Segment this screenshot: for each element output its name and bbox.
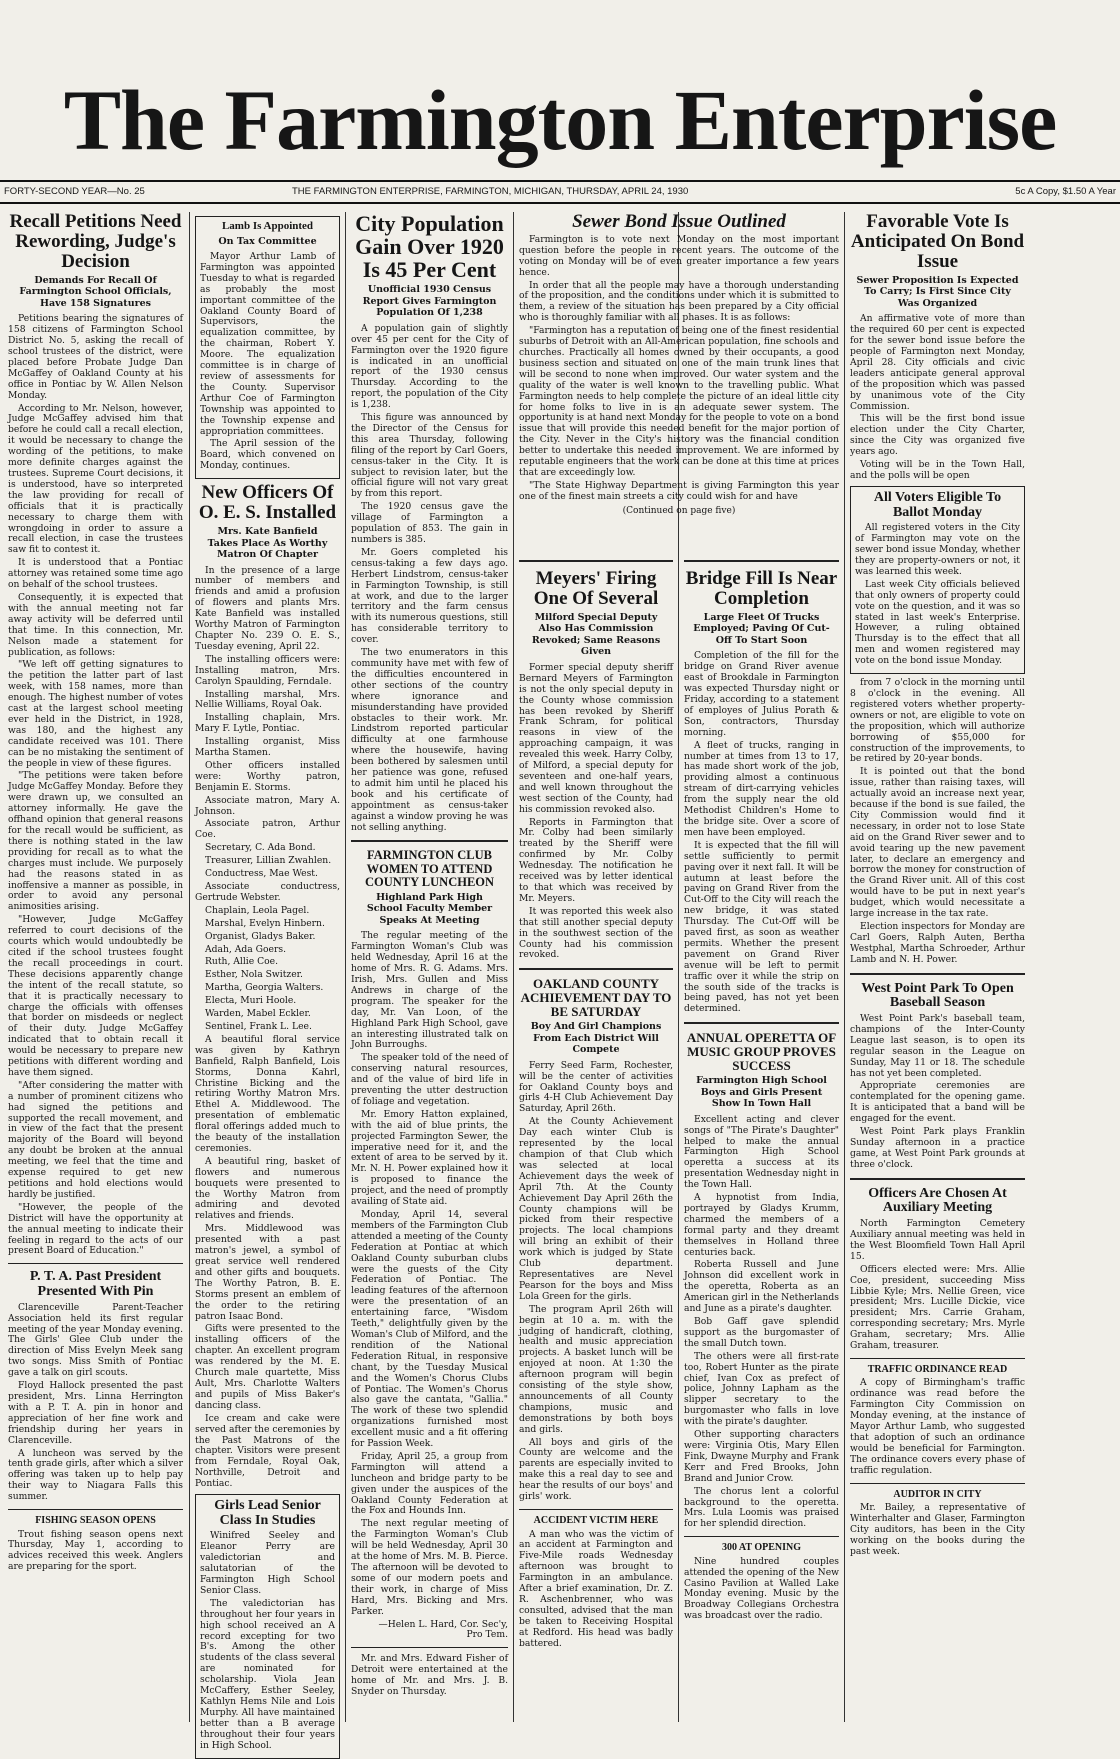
article-paragraph: This figure was announced by the Director of the Census for this area Thursday, following filing of the report by Carl Goers, census-taker in the City. It is subject to revision later, but the official figure will not vary great by from this report. <box>351 412 508 500</box>
article-paragraph: Winifred Seeley and Eleanor Perry are valedictorian and salutatorian of the Farmington High School Senior Class. <box>200 1530 335 1596</box>
headline: ANNUAL OPERETTA OF MUSIC GROUP PROVES SUCCESS <box>686 1030 837 1073</box>
headline: 300 AT OPENING <box>721 1542 802 1554</box>
article-paragraph: Installing marshal, Mrs. Nellie Williams, Royal Oak. <box>195 688 340 711</box>
subheadline: Highland Park High School Faculty Member Speaks At Meeting <box>366 891 493 926</box>
divider <box>519 560 673 562</box>
issue-date-line: THE FARMINGTON ENTERPRISE, FARMINGTON, MICHIGAN, THURSDAY, APRIL 24, 1930 <box>292 186 689 197</box>
article-paragraph: "However, Judge McGaffey referred to court decisions of the courts which would undoubtedly be cited if the school trustees fought the recall proceedings in court. These decisions apparently change the intent of the recall statute, so that it is practically necessary to charge the officials with offenses that border on misdeeds or neglect of their duty. Judge McGaffey indicated that to obtain recall it would be necessary to prepare new petitions with different wording and have them signed. <box>8 914 183 1078</box>
column-1 <box>8 212 183 1722</box>
column-3 <box>351 212 508 1722</box>
article-paragraph: Floyd Hallock presented the past president, Mrs. Linna Herrington with a P. T. A. pin in honor and appreciation of her fine work and friendship during her years in Clarenceville. <box>8 1380 183 1446</box>
article-paragraph: According to Mr. Nelson, however, Judge McGaffey advised him that before he could call a recall election, it would be necessary to change the wording of the petitions, to make more definite charges against the trustees. Supreme Court decisions, it is understood, have so interpreted the law providing for recall of officials that it is practically necessary to charge them with wrongdoing in order to assure a recall election, in case the trustees saw fit to contest it. <box>8 402 183 556</box>
article-paragraph: Warden, Mabel Eckler. <box>205 1008 311 1020</box>
subheadline: On Tax Committee <box>218 235 317 247</box>
article-paragraph: This will be the first bond issue election under the City Charter, since the City was organized five years ago. <box>850 413 1025 458</box>
headline: City Population Gain Over 1920 Is 45 Per Cent <box>355 211 504 283</box>
article-paragraph: Associate matron, Mary A. Johnson. <box>195 794 340 817</box>
divider <box>519 968 673 970</box>
article-paragraph: A beautiful ring, basket of flowers and numerous bouquets were presented to the Worthy Matron from admiring and devoted relatives and friends. <box>195 1155 340 1222</box>
article-paragraph: Officers elected were: Mrs. Allie Coe, president, succeeding Miss Libbie Kyle; Mrs. Nellie Green, vice president; Mrs. Lucille Dickie, vice president; Mrs. Carrie Graham, corresponding secretary; Mrs. Myrle Graham, secretary; Mrs. Allie Graham, treasurer. <box>850 1263 1025 1352</box>
article-paragraph: The April session of the Board, which convened on Monday, continues. <box>200 438 335 472</box>
article-paragraph: "We left off getting signatures to the petition the latter part of last week, with 158 names, more than enough. The highest number of votes cast at the largest school meeting ever held in the District, in 1928, was 180, and the highest any candidate received was 101. There can be no mistaking the sentiment of the people in view of these figures. <box>8 659 183 769</box>
subheadline: Farmington High School Boys and Girls Present Show In Town Hall <box>696 1075 827 1110</box>
article-paragraph: Voting will be in the Town Hall, and the polls will be open <box>850 459 1025 481</box>
article-paragraph: A beautiful floral service was given by Kathryn Banfield, Ralph Banfield, Lois Storms, Donna Kahrl, Christine Bicking and the retiring Worthy Matron Mrs. Ethel A. Middlewood. The presentation of emblematic floral offerings added much to the beauty of the installation ceremonies. <box>195 1033 340 1154</box>
article-paragraph: A luncheon was served by the tenth grade girls, after which a silver offering was taken up to help pay their way to Niagara Falls this summer. <box>8 1447 183 1503</box>
headline: Sewer Bond Issue Outlined <box>572 211 786 232</box>
dateline-bar <box>0 180 1120 204</box>
article-paragraph: All registered voters in the City of Farmington may vote on the sewer bond issue Monday, whether they are property-owners or not, it was learned this week. <box>855 522 1020 577</box>
article-paragraph: "Farmington has a reputation of being one of the finest residential suburbs of Detroit with an All-American population, fine schools and churches. Practically all homes owned by their occupants, a good business section and situated on one of the main trunk lines that will be second to none when improved. Our water system and the quality of the water is well known to the travelling public. What Farmington needs to help complete the picture of an ideal little city for home folks to live in is an adequate sewer system. The opportunity is at hand next Monday for the people to vote on a bond issue that will provide this needed benefit for the major portion of the City. Never in the City's history was the financial condition better to undertake this needed improvement. We are informed by reputable engineers that the work can be done at this time at prices that are exceedingly low. <box>519 325 839 478</box>
article-paragraph: "The petitions were taken before Judge McGaffey Monday. Before they were drawn up, we consulted an attorney informally. He gave the offhand opinion that general reasons for the recall would be sufficient, as there is nothing stated in the law providing for recall as to what the charges must include. We purposely had the reasons stated in as inoffensive a manner as possible, in order to avoid any personal animosities arising. <box>8 770 183 913</box>
divider <box>684 560 839 562</box>
article-paragraph: Former special deputy sheriff Bernard Meyers of Farmington is not the only special deputy in the County whose commission has been revoked by Sheriff Frank Schram, for political reasons in view of the approaching campaign, it was revealed this week. Harry Colby, of Milford, a special deputy for seventeen and one-half years, and well known throughout the west section of the County, had his commission revoked also. <box>519 661 673 815</box>
article-paragraph: Trout fishing season opens next Thursday, May 1, according to advices received this week. Anglers are preparing for the sport. <box>8 1528 183 1573</box>
article-paragraph: A copy of Birmingham's traffic ordinance was read before the Farmington City Commission on Monday evening, at the instance of Mayor Arthur Lamb, who suggested that adoption of such an ordinance would be beneficial for Farmington. The ordinance covers every phase of traffic regulation. <box>850 1377 1025 1476</box>
column-4 <box>519 560 673 1720</box>
article-paragraph: Other officers installed were: Worthy patron, Benjamin E. Storms. <box>195 759 340 793</box>
article-paragraph: It is understood that a Pontiac attorney was retained some time ago on behalf of the school trustees. <box>8 557 183 591</box>
article-paragraph: Associate conductress, Gertrude Webster. <box>195 881 340 903</box>
article-paragraph: Gifts were presented to the installing officers of the chapter. An excellent program was rendered by the M. E. Church male quartette, Miss Ault, Mrs. Charlotte Walters and pupils of Miss Baker's dancing class. <box>195 1323 340 1411</box>
divider <box>351 1647 508 1648</box>
headline: Lamb Is Appointed <box>221 220 314 232</box>
divider <box>519 1509 673 1510</box>
article-paragraph: The chorus lent a colorful background to the operetta. Mrs. Lula Loomis was praised for her splendid direction. <box>684 1485 839 1530</box>
article-paragraph: A man who was the victim of an accident at Farmington and Five-Mile roads Wednesday afternoon was brought to Farmington in an ambulance. After a brief examination, Dr. Z. R. Aschenbrenner, who was consulted, advised that the man be taken to Receiving Hospital at Redford. His head was badly battered. <box>519 1528 673 1649</box>
sewer-article <box>519 211 839 516</box>
column-rule <box>189 212 190 1722</box>
article-paragraph: West Point Park's baseball team, champions of the Inter-County League last season, is to open its regular season in the League on Sunday, May 11 or 18. The schedule has not yet been completed. <box>850 1013 1025 1079</box>
subheadline: Large Fleet Of Trucks Employed; Paving Of Cut-Off To Start Soon <box>693 611 830 646</box>
headline: FISHING SEASON OPENS <box>35 1515 156 1527</box>
article-paragraph: Installing chaplain, Mrs. Mary F. Lytle, Pontiac. <box>195 712 340 735</box>
article-paragraph: Petitions bearing the signatures of 158 citizens of Farmington School District No. 5, asking the recall of school trustees of the district, were placed before Probate Judge Dan McGaffey of Oakland County at his office in Pontiac by W. Allen Nelson Monday. <box>8 313 183 401</box>
article-paragraph: Sentinel, Frank L. Lee. <box>205 1020 312 1032</box>
article-paragraph: Martha, Georgia Walters. <box>205 982 324 994</box>
article-paragraph: Ice cream and cake were served after the ceremonies by the Past Matrons of the chapter. Visitors were present from Ferndale, Royal Oak, Northville, Detroit and Pontiac. <box>195 1412 340 1490</box>
article-paragraph: from 7 o'clock in the morning until 8 o'clock in the evening. All registered voters whether property-owners or not, are eligible to vote on the proposition, which will authorize borrowing of $55,000 for construction of the improvements, to be retired by 20-year bonds. <box>850 677 1025 765</box>
headline: Favorable Vote Is Anticipated On Bond Issue <box>850 211 1025 272</box>
article-paragraph: Mrs. Middlewood was presented with a past matron's jewel, a symbol of great service well rendered and other gifts and bouquets. The Worthy Patron, B. E. Storms present an emblem of the order to the retiring patron Isaac Bond. <box>195 1223 340 1322</box>
article-paragraph: An affirmative vote of more than the required 60 per cent is expected for the sewer bond issue before the people of Farmington next Monday, April 28. City officials and civic leaders anticipate general approval of the proposition which was passed by unanimous vote of the City Commission. <box>850 313 1025 412</box>
article-paragraph: Bob Gaff gave splendid support as the burgomaster of the small Dutch town. <box>684 1316 839 1349</box>
article-paragraph: Friday, April 25, a group from Farmington will attend a luncheon and bridge party to be given under the auspices of the Oakland County Federation at the Fox and Hounds Inn. <box>351 1450 508 1517</box>
article-paragraph: North Farmington Cemetery Auxiliary annual meeting was held in the West Bloomfield Town Hall April 15. <box>850 1218 1025 1262</box>
article-paragraph: "However, the people of the District will have the opportunity at the annual meeting to indicate their feeling in regard to the acts of our present Board of Education." <box>8 1201 183 1257</box>
headline: FARMINGTON CLUB WOMEN TO ATTEND COUNTY LUNCHEON <box>364 848 495 889</box>
divider <box>8 1263 183 1264</box>
divider <box>684 1022 839 1024</box>
article-paragraph: It is expected that the fill will settle sufficiently to permit paving over it next fall. It will be autumn at least before the paving on Grand River from the Cut-Off to the City will reach the new bridge, it was stated Thursday. The Cut-Off will be paved first, as soon as weather permits. Whether the present pavement on Grand River avenue will be left to permit traffic over it while the strip on the south side of the tracks is being paved, has not yet been determined. <box>684 839 839 1015</box>
news-box <box>850 486 1025 674</box>
article-paragraph: The valedictorian has throughout her four years in high school received an A record excepting for two B's. Among the other students of the class several are nominated for scholarship. Viola Jean McCaffery, Esther Seeley, Kathlyn Hems Nile and Lois Murphy. All have maintained better than a B average throughout their four years in High School. <box>200 1597 335 1751</box>
column-2 <box>195 212 340 1751</box>
bond-vote-article <box>850 212 1025 1558</box>
article-paragraph: Excellent acting and clever songs of "The Pirate's Daughter" helped to make the annual Farmington High School operetta a success at its presentation Wednesday night in the Town Hall. <box>684 1113 839 1191</box>
headline: Bridge Fill Is Near Completion <box>685 568 838 609</box>
article-paragraph: Election inspectors for Monday are Carl Goers, Ralph Auten, Bertha Westphal, Martha Schroeder, Arthur Lamb and N. H. Power. <box>850 921 1025 965</box>
article-paragraph: Mayor Arthur Lamb of Farmington was appointed Tuesday to what is regarded as probably the most important committee of the Oakland County Board of Supervisors, the equalization committee, by the chairman, Robert Y. Moore. The equalization committee is in charge of review of assessments for the County. Supervisor Arthur Coe of Farmington Township was appointed to the Township expense and appropriation committees. <box>200 251 335 437</box>
article-paragraph: The two enumerators in this community have met with few of the difficulties encountered in other sections of the country where ignorance and misunderstanding have provided obstacles to their work. Mr. Lindstrom reported particular difficulty at one farmhouse where the housewife, having been bothered by salesmen until her patience was gone, refused to admit him until he placed his book and his certificate of appointment as census-taker against a window proving he was not selling anything. <box>351 647 508 833</box>
masthead-title: The Farmington Enterprise <box>63 72 1057 168</box>
headline: AUDITOR IN CITY <box>893 1488 982 1500</box>
article-paragraph: Clarenceville Parent-Teacher Association held its first regular meeting of the year Monday evening. The Girls' Glee Club under the direction of Miss Evelyn Meek sang two songs. Miss Smith of Pontiac gave a talk on girl scouts. <box>8 1301 183 1379</box>
subheadline: Milford Special Deputy Also Has Commission Revoked; Same Reasons Given <box>531 611 661 658</box>
article-paragraph: Conductress, Mae West. <box>205 868 318 880</box>
divider <box>684 1536 839 1537</box>
article-paragraph: Esther, Nola Switzer. <box>205 969 303 981</box>
article-paragraph: Completion of the fill for the bridge on Grand River avenue east of Brookdale in Farmington was expected Thursday night or Friday, according to a statement of employes of Julius Porath & Son, contractors, Thursday morning. <box>684 650 839 738</box>
divider <box>850 1178 1025 1180</box>
article-paragraph: Adah, Ada Goers. <box>205 943 287 955</box>
article-paragraph: Ferry Seed Farm, Rochester, will be the center of activities for Oakland County boys and girls 4-H Club Achievement Day Saturday, April 26th. <box>519 1059 673 1115</box>
article-paragraph: Mr. Goers completed his census-taking a few days ago. Herbert Lindstrom, census-taker in Farmington Township, is still at work, and due to the larger territory and the farm census with its numerous questions, still has considerable territory to cover. <box>351 546 508 646</box>
news-box <box>195 1494 340 1759</box>
article-paragraph: Installing organist, Miss Martha Stamen. <box>195 736 340 759</box>
article-paragraph: In order that all the people may have a thorough understanding of the proposition, and the conditions under which it is submitted to them, a review of the situation has been prepared by a City official who is thoroughly familiar with all phases. It is as follows: <box>519 279 839 324</box>
headline: West Point Park To Open Baseball Season <box>861 980 1014 1011</box>
subheadline: Mrs. Kate Banfield Takes Place As Worthy Matron Of Chapter <box>207 526 328 561</box>
subheadline: Sewer Proposition Is Expected To Carry; Is First Since City Was Organized <box>856 274 1019 309</box>
article-paragraph: In the presence of a large number of members and friends and amid a profusion of flowers and plants Mrs. Kate Banfield was installed Worthy Matron of Farmington Chapter No. 239 O. E. S., Tuesday evening, April 22. <box>195 564 340 652</box>
article-paragraph: The next regular meeting of the Farmington Woman's Club will be held Wednesday, April 30 at the home of Mrs. M. B. Pierce. The afternoon will be devoted to some of our modern poets and their work, in charge of Miss Hard, Mrs. Bicking and Mrs. Parker. <box>351 1518 508 1617</box>
article-paragraph: The others were all first-rate too, Robert Hunter as the pirate chief, Ivan Cox as prefect of police, Johnny Lapham as the slipper secretary to the burgomaster who falls in love with the pirate's daughter. <box>684 1350 839 1428</box>
divider <box>850 973 1025 975</box>
column-rule <box>844 212 845 1722</box>
volume-number: FORTY-SECOND YEAR—No. 25 <box>4 186 145 197</box>
article-paragraph: Appropriate ceremonies are contemplated for the opening game. It is anticipated that a band will be engaged for the event. <box>850 1080 1025 1125</box>
divider <box>351 840 508 842</box>
price-info: 5c A Copy, $1.50 A Year <box>1015 186 1116 197</box>
article-paragraph: It is pointed out that the bond issue, rather than raising taxes, will actually avoid an increase next year, because if the bond is sue failed, the City Commission would find it necessary, in order not to lose State aid on the Grand River sewer and to avoid tearing up the new pavement later, to declare an emergency and borrow the money for construction of the Grand River unit. All of this cost would have to be put in next year's budget, which would necessitate a large increase in the tax rate. <box>850 766 1025 920</box>
article-paragraph: The program April 26th will begin at 10 a. m. with the judging of handicraft, clothing, health and music appreciation projects. A basket lunch will be enjoyed at noon. At 1:30 the afternoon program will begin consisting of the style show, announcements of all County champions, music and demonstrations by both boys and girls. <box>519 1303 673 1435</box>
headline: New Officers Of O. E. S. Installed <box>198 482 337 524</box>
article-paragraph: Last week City officials believed that only owners of property could vote on the question, and it was so stated in last week's Enterprise. However, a ruling obtained Thursday is to the effect that all men and women registered may vote on the bond issue Monday. <box>855 578 1020 667</box>
divider <box>850 1358 1025 1359</box>
headline: TRAFFIC ORDINANCE READ <box>867 1363 1008 1375</box>
article-paragraph: At the County Achievement Day each winter Club is represented by the local champion of that Club which was selected at local Achievement days the week of April 7th. At the County Achievement Day April 26th the County champions will be picked from their respective projects. The local champions will bring an exhibit of their work which is judged by State Club department. Representatives are Nevel Pearson for the boys and Miss Lola Green for the girls. <box>519 1116 673 1302</box>
article-paragraph: Marshal, Evelyn Hinbern. <box>205 917 325 929</box>
article-paragraph: Secretary, C. Ada Bond. <box>205 842 316 854</box>
column-rule <box>513 212 514 1722</box>
article-paragraph: Mr. Bailey, a representative of Winterhalter and Glaser, Farmington City auditors, has been in the City working on the books during the past week. <box>850 1502 1025 1557</box>
divider <box>850 1483 1025 1484</box>
article-paragraph: A population gain of slightly over 45 per cent for the City of Farmington over the 1920 figure is indicated in an unofficial report of the 1930 census Thursday. According to the report, the population of the City is 1,238. <box>351 322 508 411</box>
article-paragraph: West Point Park plays Franklin Sunday afternoon in a practice game, at West Point Park grounds at three o'clock. <box>850 1126 1025 1170</box>
article-paragraph: The installing officers were: Installing matron, Mrs. Carolyn Spaulding, Ferndale. <box>195 653 340 687</box>
article-paragraph: All boys and girls of the County are welcome and the parents are especially invited to make this a real day to see and hear the results of our boys' and girls' work. <box>519 1436 673 1503</box>
article-paragraph: Treasurer, Lillian Zwahlen. <box>205 855 332 867</box>
divider <box>8 1509 183 1510</box>
article-paragraph: Chaplain, Leola Pagel. <box>205 904 310 916</box>
article-paragraph: Organist, Gladys Baker. <box>205 930 316 942</box>
article-paragraph: Associate patron, Arthur Coe. <box>195 818 340 841</box>
article-paragraph: Ruth, Allie Coe. <box>205 956 279 968</box>
subheadline: Boy And Girl Champions From Each District Will Compete <box>530 1021 662 1056</box>
article-paragraph: Reports in Farmington that Mr. Colby had been similarly treated by the Sheriff were confirmed by Mr. Colby Wednesday. The notification he received was by letter identical to that which was received by Mr. Meyers. <box>519 816 673 904</box>
article-paragraph: Roberta Russell and June Johnson did excellent work in the operetta, Roberta as an American girl in the Netherlands and June as a pirate's daughter. <box>684 1259 839 1315</box>
headline: Officers Are Chosen At Auxiliary Meeting <box>868 1185 1007 1216</box>
article-paragraph: Consequently, it is expected that with the annual meeting not far away activity will be deferred until that time. In this connection, Mr. Nelson made a statement for publication, as follows: <box>8 591 183 658</box>
headline: Recall Petitions Need Rewording, Judge's Decision <box>9 211 182 272</box>
headline: ACCIDENT VICTIM HERE <box>533 1515 659 1527</box>
headline: Meyers' Firing One Of Several <box>533 568 659 609</box>
article-paragraph: Mr. and Mrs. Edward Fisher of Detroit were entertained at the home of Mr. and Mrs. J. B. Snyder on Thursday. <box>351 1653 508 1698</box>
subheadline: Unofficial 1930 Census Report Gives Farmington Population Of 1,238 <box>362 284 497 319</box>
article-paragraph: Nine hundred couples attended the opening of the New Casino Pavilion at Walled Lake Monday evening. Music by the Broadway Collegians Orchestra was broadcast over the radio. <box>684 1555 839 1622</box>
article-paragraph: It was reported this week also that still another special deputy in the southwest section of the County had his commission revoked. <box>519 905 673 961</box>
headline: Girls Lead Senior Class In Studies <box>214 1498 321 1528</box>
article-paragraph: The regular meeting of the Farmington Woman's Club was held Wednesday, April 16 at the home of Mrs. R. G. Adams. Mrs. Irish, Mrs. Gullen and Miss Andrews in charge of the program. The speaker for the day, Mr. Van Loon, of the Highland Park High School, gave an interesting illustrated talk on John Burroughs. <box>351 930 508 1051</box>
article-paragraph: Other supporting characters were: Virginia Otis, Mary Ellen Fink, Dwayne Murphy and Frank Kerr and Fred Brooks, John Brand and Junior Crow. <box>684 1429 839 1484</box>
article-paragraph: A hypnotist from India, portrayed by Gladys Krumm, charmed the members of a formal party and they dreamt themselves in Holland three centuries back. <box>684 1192 839 1258</box>
subheadline: Demands For Recall Of Farmington School Officials, Have 158 Signatures <box>19 274 172 309</box>
column-rule <box>345 212 346 1722</box>
article-paragraph: Monday, April 14, several members of the Farmington Club attended a meeting of the County Federation at Pontiac at which Oakland County suburban clubs were the guests of the City Federation of Pontiac. The leading features of the afternoon were the presentation of an entertaining farce, "Wisdom Teeth," delightfully given by the Woman's Club of Milford, and the rendition of the National Federation Ritual, in responsive chant, by the Tuesday Musical and the Women's Chorus Clubs of Pontiac. The Women's Chorus also gave the cantata, "Gallia." The work of these two splendid organizations furnished most excellent music and a fit offering for Passion Week. <box>351 1209 508 1450</box>
article-paragraph: Farmington is to vote next Monday on the most important question before the people in recent years. The outcome of the voting on Monday will be of even greater importance a few years hence. <box>519 233 839 278</box>
headline: All Voters Eligible To Ballot Monday <box>873 489 1002 520</box>
headline: OAKLAND COUNTY ACHIEVEMENT DAY TO BE SATURDAY <box>520 976 672 1019</box>
column-5 <box>684 560 839 1720</box>
article-paragraph: Electa, Muri Hoole. <box>205 995 297 1007</box>
signature-line: —Helen L. Hard, Cor. Sec'y, Pro Tem. <box>378 1618 508 1641</box>
article-paragraph: The speaker told of the need of conserving natural resources, and of the value of bird life in preventing the utter destruction of foliage and vegetation. <box>351 1052 508 1107</box>
news-box <box>195 216 340 479</box>
article-paragraph: Mr. Emory Hatton explained, with the aid of blue prints, the projected Farmington Sewer, the imperative need for it, and the extent of area to be served by it. Mr. N. H. Power explained how it is proposed to finance the project, and the need of promptly availing of State aid. <box>351 1108 508 1208</box>
article-paragraph: "The State Highway Department is giving Farmington this year one of the finest main streets a city could wish for and have <box>519 479 839 502</box>
article-paragraph: "After considering the matter with a number of prominent citizens who had signed the petitions and supported the recall movement, and in view of the fact that the present majority of the Board will beyond any doubt be broken at the annual meeting, we feel that the time and expense required to get new petitions and hold elections would hardly be justified. <box>8 1079 183 1200</box>
article-paragraph: A fleet of trucks, ranging in number at times from 13 to 17, has made short work of the job, providing almost a continuous stream of dirt-carrying vehicles from the supply near the old Methodist Children's Home to the bridge site. Over a score of men have been employed. <box>684 739 839 838</box>
column-6 <box>850 212 1112 1722</box>
continued-note: (Continued on page five) <box>622 505 736 516</box>
headline: P. T. A. Past President Presented With Pin <box>29 1269 162 1300</box>
article-paragraph: The 1920 census gave the village of Farmington a population of 853. The gain in numbers is 385. <box>351 501 508 545</box>
